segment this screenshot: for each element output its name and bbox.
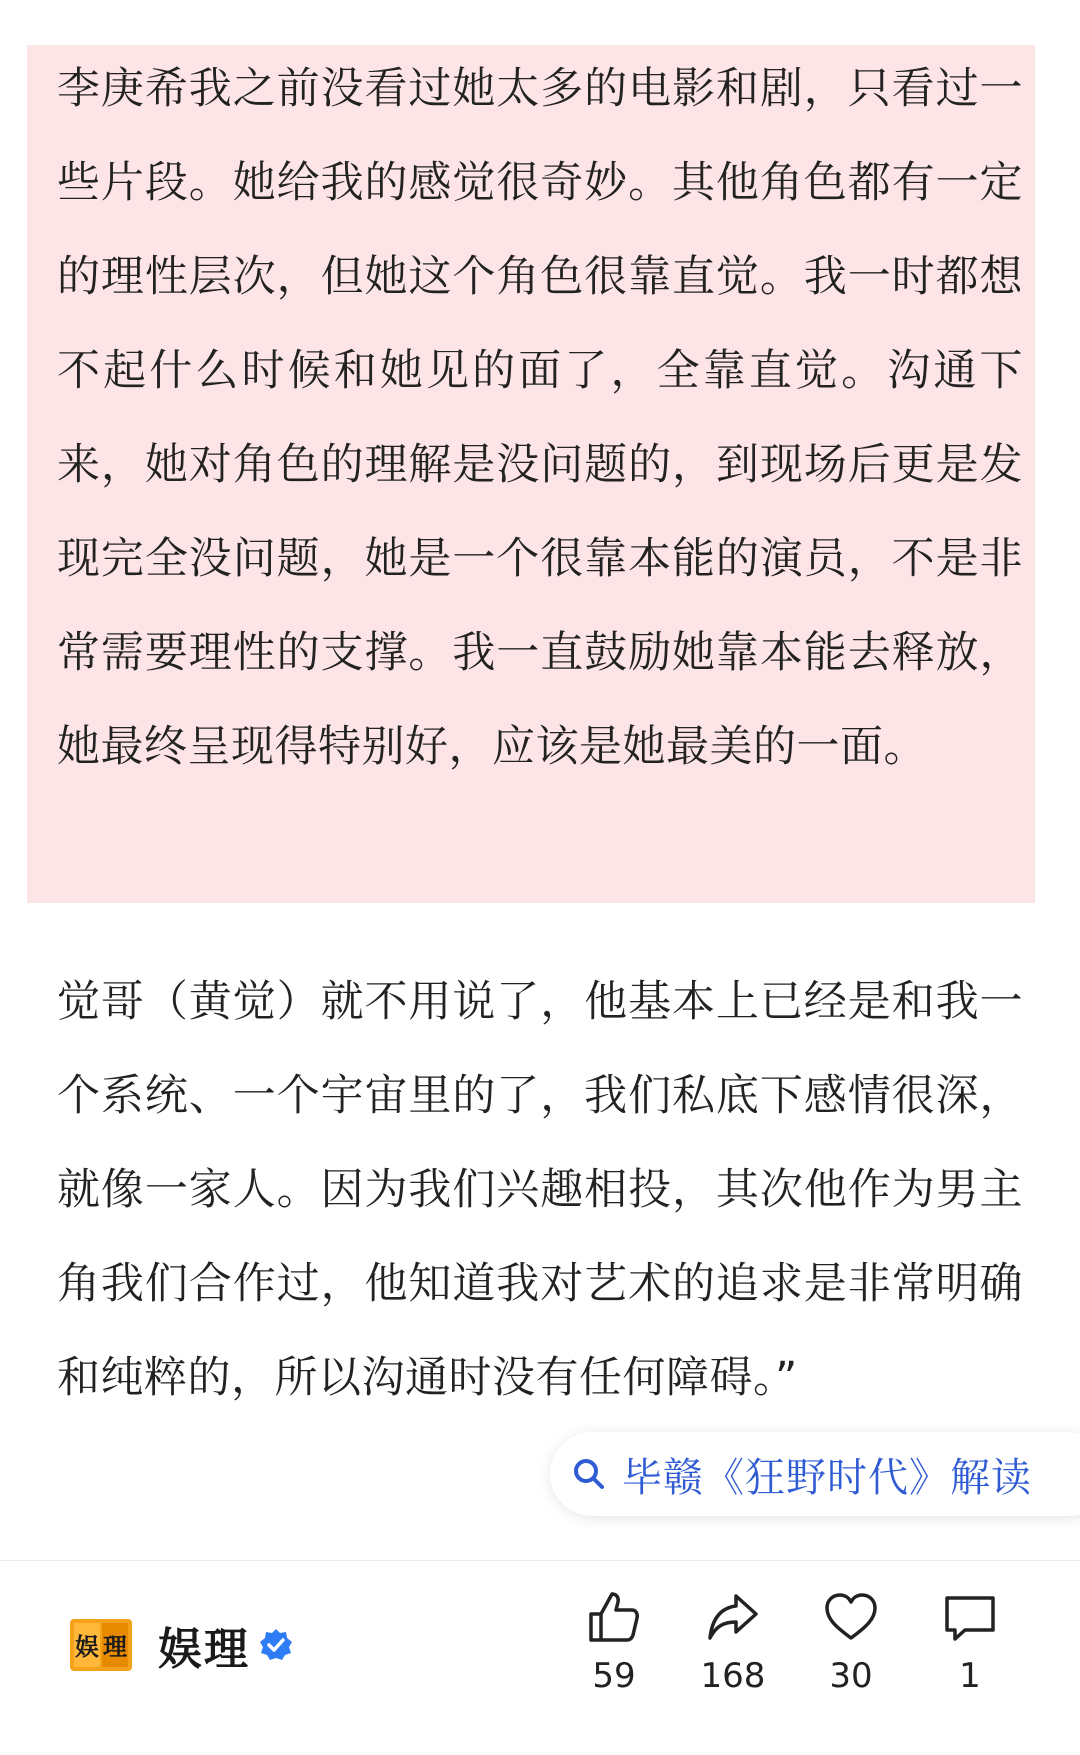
article-paragraph: 觉哥（黄觉）就不用说了，他基本上已经是和我一个系统、一个宇宙里的了，我们私底下感情很深，就像一家人。因为我们兴趣相投，其次他作为男主角我们合作过，他知道我对艺术的追求是非常明确和纯粹的，所以沟通时没有任何障碍。”	[57, 977, 1023, 1403]
share-arrow-icon	[704, 1588, 762, 1646]
heart-icon	[822, 1588, 880, 1646]
favorite-button[interactable]	[801, 1588, 901, 1708]
like-button[interactable]	[564, 1588, 664, 1708]
search-suggestion-text: 毕赣《狂野时代》解读	[622, 1454, 1032, 1501]
share-count: 168	[700, 1656, 766, 1696]
comment-count: 1	[959, 1656, 981, 1696]
divider	[0, 1560, 1080, 1561]
comment-button[interactable]	[920, 1588, 1020, 1708]
like-count: 59	[592, 1656, 636, 1696]
svg-text:娱: 娱	[75, 1633, 99, 1661]
search-icon	[572, 1457, 606, 1491]
share-button[interactable]	[683, 1588, 783, 1708]
svg-text:理: 理	[103, 1633, 127, 1661]
author-info[interactable]	[68, 1612, 294, 1678]
quote-paragraph: 李庚希我之前没看过她太多的电影和剧，只看过一些片段。她给我的感觉很奇妙。其他角色都有一定的理性层次，但她这个角色很靠直觉。我一时都想不起什么时候和她见的面了，全靠直觉。沟通下来，她对角色的理解是没问题的，到现场后更是发现完全没问题，她是一个很靠本能的演员，不是非常需要理性的支撑。我一直鼓励她靠本能去释放，她最终呈现得特别好，应该是她最美的一面。	[57, 64, 1023, 772]
author-logo	[68, 1615, 134, 1675]
thumbs-up-icon	[585, 1588, 643, 1646]
comment-bubble-icon	[941, 1588, 999, 1646]
verified-badge-icon	[258, 1627, 294, 1663]
favorite-count: 30	[829, 1656, 873, 1696]
author-name: 娱理	[158, 1624, 250, 1675]
related-search-suggestion[interactable]	[550, 1432, 1080, 1516]
